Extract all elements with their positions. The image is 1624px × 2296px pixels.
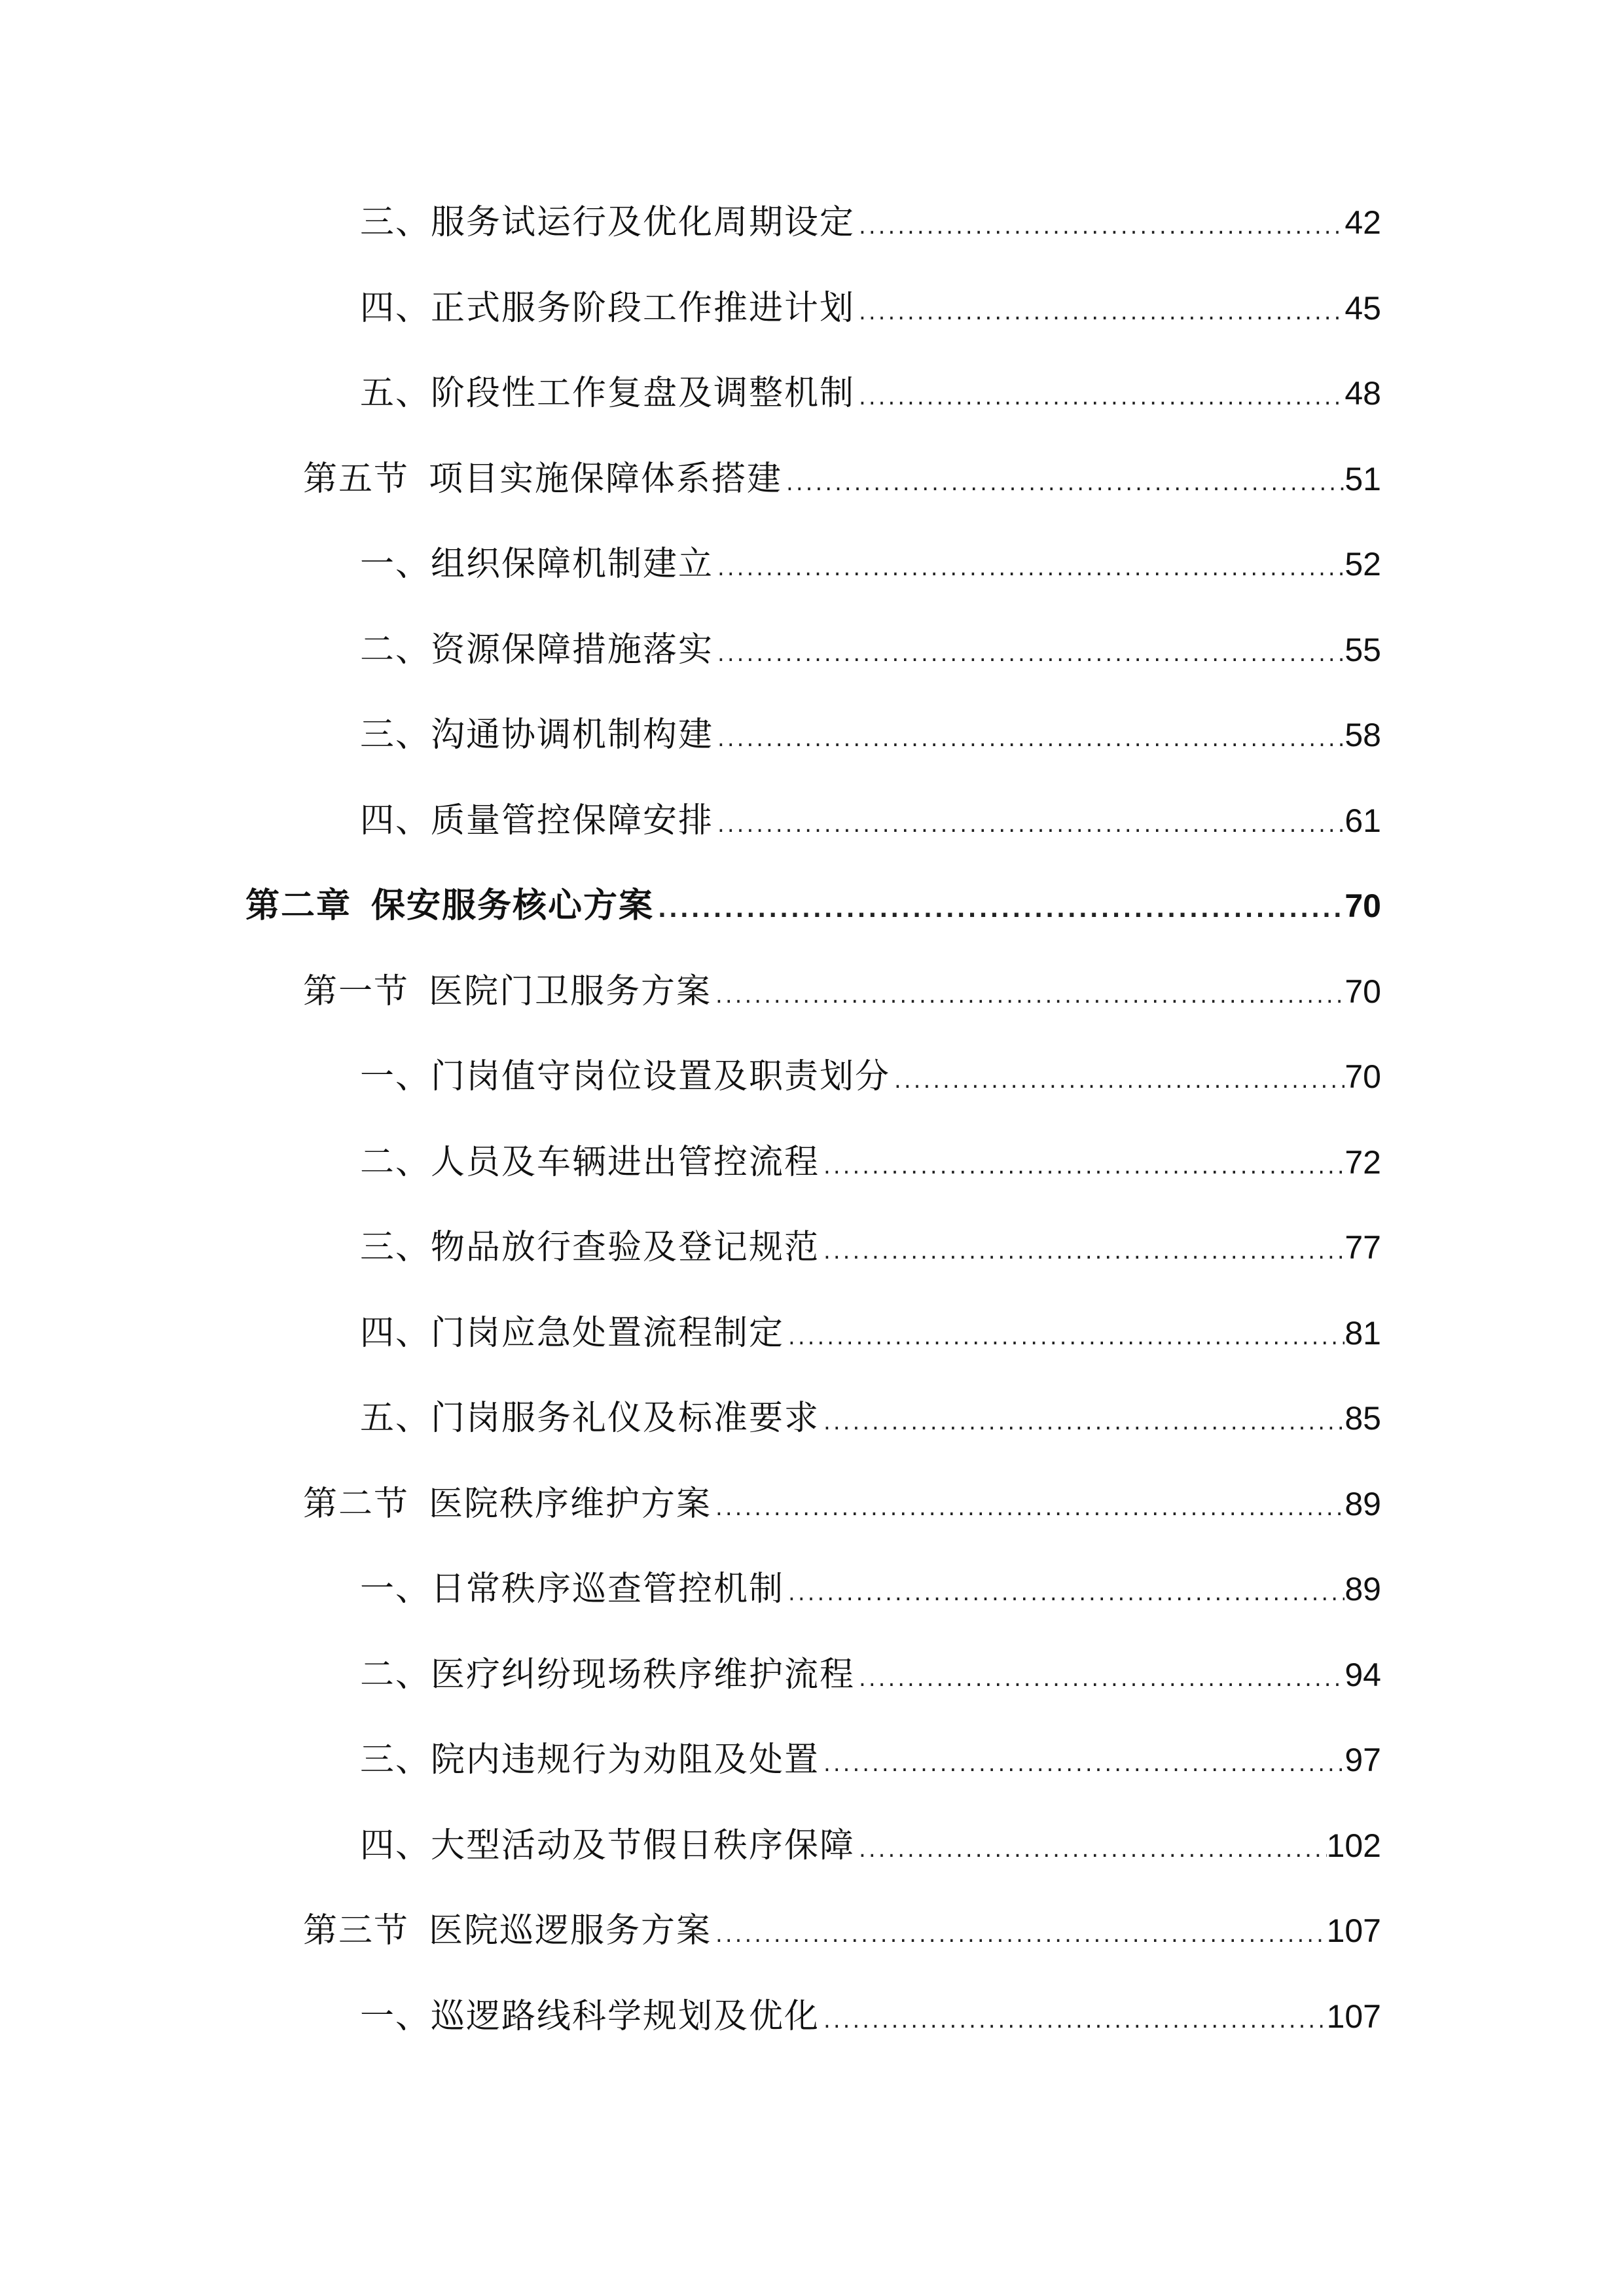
toc-entry-title bbox=[360, 1136, 820, 1189]
toc-page-number: 61 bbox=[1344, 802, 1381, 839]
toc-dot-leader bbox=[820, 1140, 1344, 1193]
toc-dot-leader bbox=[712, 1909, 1327, 1961]
toc-entry-text: 项目实施保障体系搭建 bbox=[429, 459, 783, 499]
toc-page-number: 94 bbox=[1344, 1657, 1381, 1693]
toc-page-number: 70 bbox=[1344, 973, 1381, 1010]
toc-entry-chapter[interactable] bbox=[245, 880, 1381, 932]
toc-page-number: 55 bbox=[1344, 632, 1381, 668]
toc-entry-label: 第三节 bbox=[303, 1911, 410, 1950]
toc-page-number: 70 bbox=[1344, 1058, 1381, 1095]
toc-entry-item[interactable] bbox=[360, 538, 1381, 590]
toc-entry-text: 医院巡逻服务方案 bbox=[429, 1911, 712, 1950]
toc-entry-text: 一、组织保障机制建立 bbox=[360, 545, 714, 584]
toc-entry-title bbox=[360, 538, 713, 590]
toc-entry-item[interactable] bbox=[360, 709, 1381, 761]
toc-entry-item[interactable] bbox=[360, 1392, 1381, 1444]
toc-entry-text: 二、医疗纠纷现场秩序维护流程 bbox=[360, 1655, 856, 1695]
toc-entry-text: 一、巡逻路线科学规划及优化 bbox=[360, 1997, 820, 2036]
toc-entry-item[interactable] bbox=[360, 1990, 1381, 2043]
toc-entry-title bbox=[360, 795, 713, 847]
toc-dot-leader bbox=[713, 713, 1344, 765]
toc-entry-title bbox=[303, 453, 782, 505]
toc-entry-text: 五、门岗服务礼仪及标准要求 bbox=[360, 1399, 820, 1438]
toc-dot-leader bbox=[784, 1311, 1344, 1363]
toc-entry-title bbox=[360, 1649, 855, 1701]
toc-page-number: 102 bbox=[1326, 1827, 1381, 1864]
toc-dot-leader bbox=[782, 457, 1344, 509]
toc-page-number: 89 bbox=[1344, 1571, 1381, 1607]
toc-entry-text: 一、日常秩序巡查管控机制 bbox=[360, 1570, 785, 1609]
toc-page-number: 70 bbox=[1344, 888, 1381, 924]
toc-entry-text: 三、物品放行查验及登记规范 bbox=[360, 1228, 820, 1267]
toc-entry-title bbox=[360, 1050, 890, 1103]
toc-page-number: 107 bbox=[1326, 1998, 1381, 2035]
toc-entry-section[interactable] bbox=[303, 453, 1381, 505]
toc-entry-item[interactable] bbox=[360, 196, 1381, 249]
toc-page-number: 107 bbox=[1326, 1912, 1381, 1949]
toc-entry-item[interactable] bbox=[360, 795, 1381, 847]
toc-entry-item[interactable] bbox=[360, 1221, 1381, 1274]
toc-dot-leader bbox=[820, 1738, 1344, 1790]
toc-page-number: 58 bbox=[1344, 717, 1381, 753]
toc-dot-leader bbox=[890, 1054, 1344, 1107]
toc-entry-title bbox=[245, 880, 654, 932]
toc-entry-item[interactable] bbox=[360, 367, 1381, 420]
toc-entry-item[interactable] bbox=[360, 1734, 1381, 1786]
toc-page-number: 48 bbox=[1344, 375, 1381, 412]
toc-entry-text: 四、门岗应急处置流程制定 bbox=[360, 1314, 785, 1353]
toc-entry-label: 第二章 bbox=[245, 886, 352, 925]
toc-dot-leader bbox=[855, 371, 1344, 423]
toc-entry-title bbox=[360, 709, 713, 761]
toc-page-number: 52 bbox=[1344, 546, 1381, 583]
toc-entry-item[interactable] bbox=[360, 624, 1381, 676]
toc-entry-title bbox=[360, 1990, 820, 2043]
toc-dot-leader bbox=[820, 1396, 1344, 1448]
toc-entry-item[interactable] bbox=[360, 1136, 1381, 1189]
toc-entry-text: 三、沟通协调机制构建 bbox=[360, 715, 714, 755]
toc-entry-title bbox=[360, 1734, 820, 1786]
toc-page-number: 45 bbox=[1344, 290, 1381, 327]
toc-entry-item[interactable] bbox=[360, 282, 1381, 334]
toc-entry-title bbox=[360, 1307, 784, 1359]
toc-entry-label: 第二节 bbox=[303, 1484, 410, 1524]
toc-entry-title bbox=[303, 1478, 712, 1530]
toc-dot-leader bbox=[784, 1567, 1344, 1619]
toc-entry-text: 保安服务核心方案 bbox=[371, 886, 655, 925]
toc-dot-leader bbox=[713, 798, 1344, 851]
toc-entry-title bbox=[360, 624, 713, 676]
toc-dot-leader bbox=[855, 1823, 1327, 1876]
toc-page-number: 72 bbox=[1344, 1144, 1381, 1181]
toc-entry-title bbox=[360, 1820, 855, 1872]
toc-entry-item[interactable] bbox=[360, 1307, 1381, 1359]
toc-entry-text: 二、人员及车辆进出管控流程 bbox=[360, 1143, 820, 1182]
toc-entry-text: 四、质量管控保障安排 bbox=[360, 801, 714, 840]
toc-dot-leader bbox=[654, 884, 1344, 936]
toc-page-number: 85 bbox=[1344, 1400, 1381, 1437]
toc-dot-leader bbox=[855, 200, 1344, 253]
toc-entry-title bbox=[360, 367, 855, 420]
toc-entry-text: 二、资源保障措施落实 bbox=[360, 630, 714, 670]
toc-entry-item[interactable] bbox=[360, 1649, 1381, 1701]
toc-entry-title bbox=[303, 965, 712, 1018]
toc-dot-leader bbox=[855, 286, 1344, 338]
toc-entry-item[interactable] bbox=[360, 1563, 1381, 1615]
toc-page-number: 77 bbox=[1344, 1229, 1381, 1266]
toc-entry-text: 医院秩序维护方案 bbox=[429, 1484, 712, 1524]
toc-entry-label: 第一节 bbox=[303, 972, 410, 1011]
toc-entry-item[interactable] bbox=[360, 1050, 1381, 1103]
toc-entry-title bbox=[360, 1221, 820, 1274]
toc-entry-title bbox=[360, 282, 855, 334]
toc-dot-leader bbox=[820, 1994, 1327, 2047]
toc-page-number: 97 bbox=[1344, 1742, 1381, 1778]
toc-entry-text: 三、院内违规行为劝阻及处置 bbox=[360, 1740, 820, 1780]
toc-entry-section[interactable] bbox=[303, 1478, 1381, 1530]
toc-page-number: 51 bbox=[1344, 461, 1381, 497]
toc-dot-leader bbox=[713, 628, 1344, 680]
toc-entry-title bbox=[360, 1392, 820, 1444]
toc-entry-title bbox=[360, 196, 855, 249]
toc-entry-label: 第五节 bbox=[303, 459, 410, 499]
toc-entry-section[interactable] bbox=[303, 1905, 1381, 1957]
toc-dot-leader bbox=[855, 1653, 1344, 1705]
toc-dot-leader bbox=[713, 542, 1344, 594]
toc-entry-section[interactable] bbox=[303, 965, 1381, 1018]
toc-dot-leader bbox=[820, 1225, 1344, 1278]
toc-entry-title bbox=[303, 1905, 712, 1957]
toc-entry-text: 医院门卫服务方案 bbox=[429, 972, 712, 1011]
toc-page-number: 42 bbox=[1344, 204, 1381, 241]
toc-entry-item[interactable] bbox=[360, 1820, 1381, 1872]
toc-dot-leader bbox=[712, 969, 1344, 1022]
toc-page-number: 81 bbox=[1344, 1315, 1381, 1352]
toc-entry-text: 三、服务试运行及优化周期设定 bbox=[360, 203, 856, 242]
toc-entry-text: 一、门岗值守岗位设置及职责划分 bbox=[360, 1057, 891, 1096]
toc-entry-text: 五、阶段性工作复盘及调整机制 bbox=[360, 374, 856, 413]
toc-page-number: 89 bbox=[1344, 1486, 1381, 1522]
toc-entry-text: 四、大型活动及节假日秩序保障 bbox=[360, 1826, 856, 1865]
toc-entry-text: 四、正式服务阶段工作推进计划 bbox=[360, 289, 856, 328]
toc-dot-leader bbox=[712, 1482, 1344, 1534]
toc-entry-title bbox=[360, 1563, 784, 1615]
